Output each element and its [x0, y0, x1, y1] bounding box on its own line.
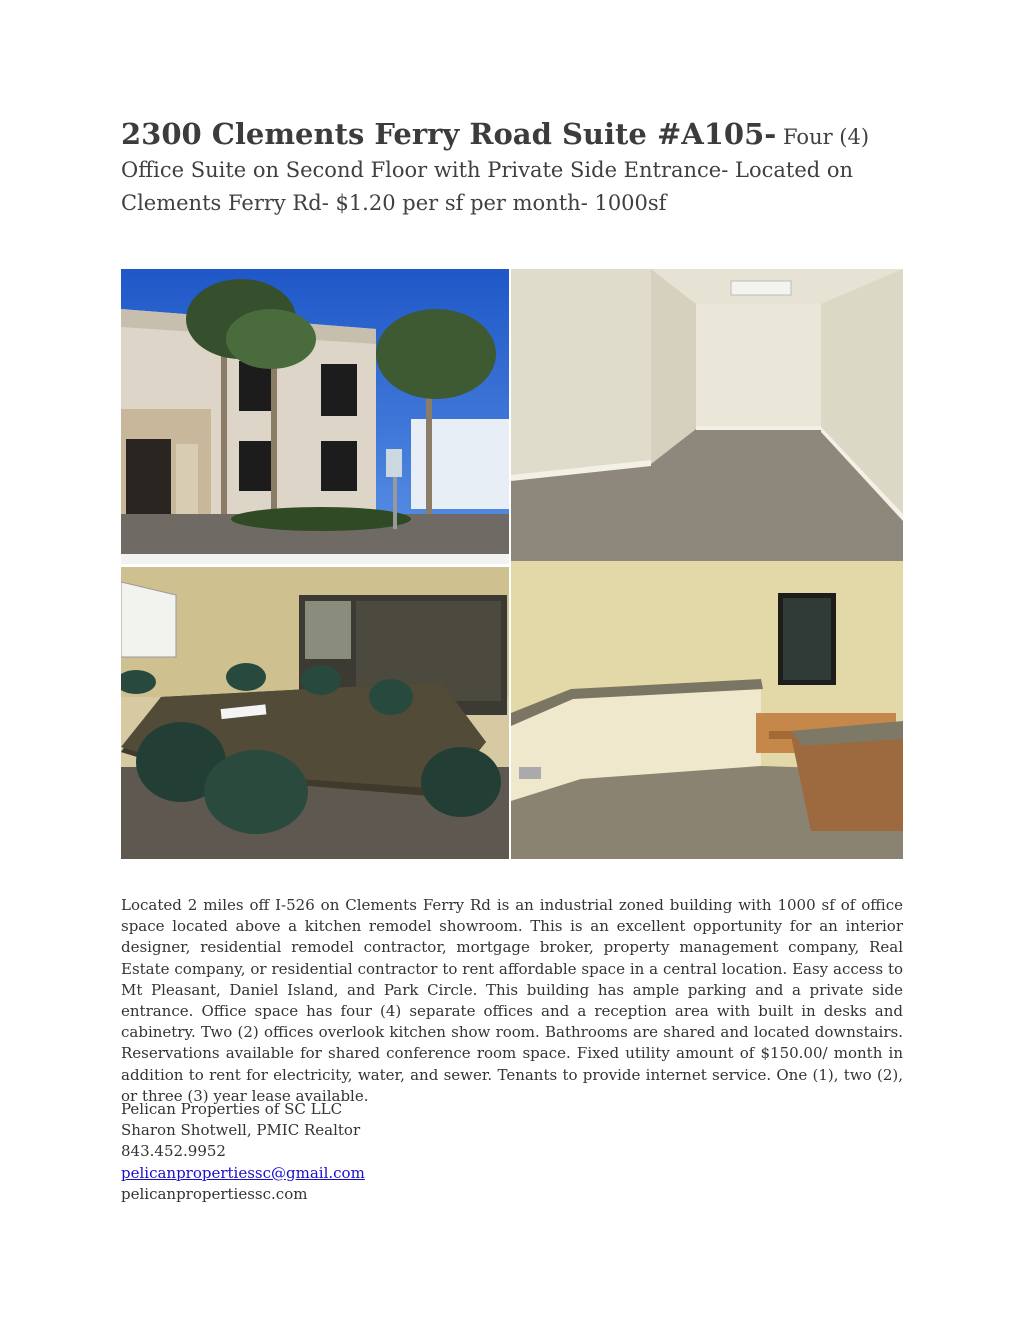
phone-number: 843.452.9952: [121, 1142, 226, 1161]
reception-area-photo: [511, 561, 903, 859]
email-link[interactable]: pelicanpropertiessc@gmail.com: [121, 1163, 365, 1182]
title-address: 2300 Clements Ferry Road Suite #A105-: [121, 117, 777, 151]
title-details: Four (4) Office Suite on Second Floor with Private Side Entrance- Located on Clements Ferry Rd- $1.20 per sf per month- 1000sf: [121, 125, 870, 215]
property-description: Located 2 miles off I-526 on Clements Ferry Rd is an industrial zoned building with 1000 sf of office space located above a kitchen remodel showroom. This is an excellent opportunity for an interior designer, residential remodel contractor, mortgage broker, property management company, Real Estate company, or residential contractor to rent affordable space in a central location. Easy access to Mt Pleasant, Daniel Island, and Park Circle. This building has ample parking and a private side entrance. Office space has four (4) separate offices and a reception area with built in desks and cabinetry. Two (2) offices overlook kitchen show room. Bathrooms are shared and located downstairs. Reservations available for shared conference room space. Fixed utility amount of $150.00/ month in addition to rent for electricity, water, and sewer. Tenants to provide internet service. One (1), two (2), or three (3) year lease available.: [121, 896, 903, 1105]
company-name: Pelican Properties of SC LLC: [121, 1100, 343, 1118]
photo-grid: [121, 269, 903, 859]
conference-room-photo: [121, 567, 509, 859]
empty-office-photo: [511, 269, 903, 561]
agent-name: Sharon Shotwell, PMIC Realtor: [121, 1121, 361, 1140]
contact-block: [121, 1099, 365, 1205]
website-text: pelicanpropertiessc.com: [121, 1184, 308, 1203]
page-title: [121, 118, 911, 220]
building-exterior-photo: [121, 269, 509, 564]
